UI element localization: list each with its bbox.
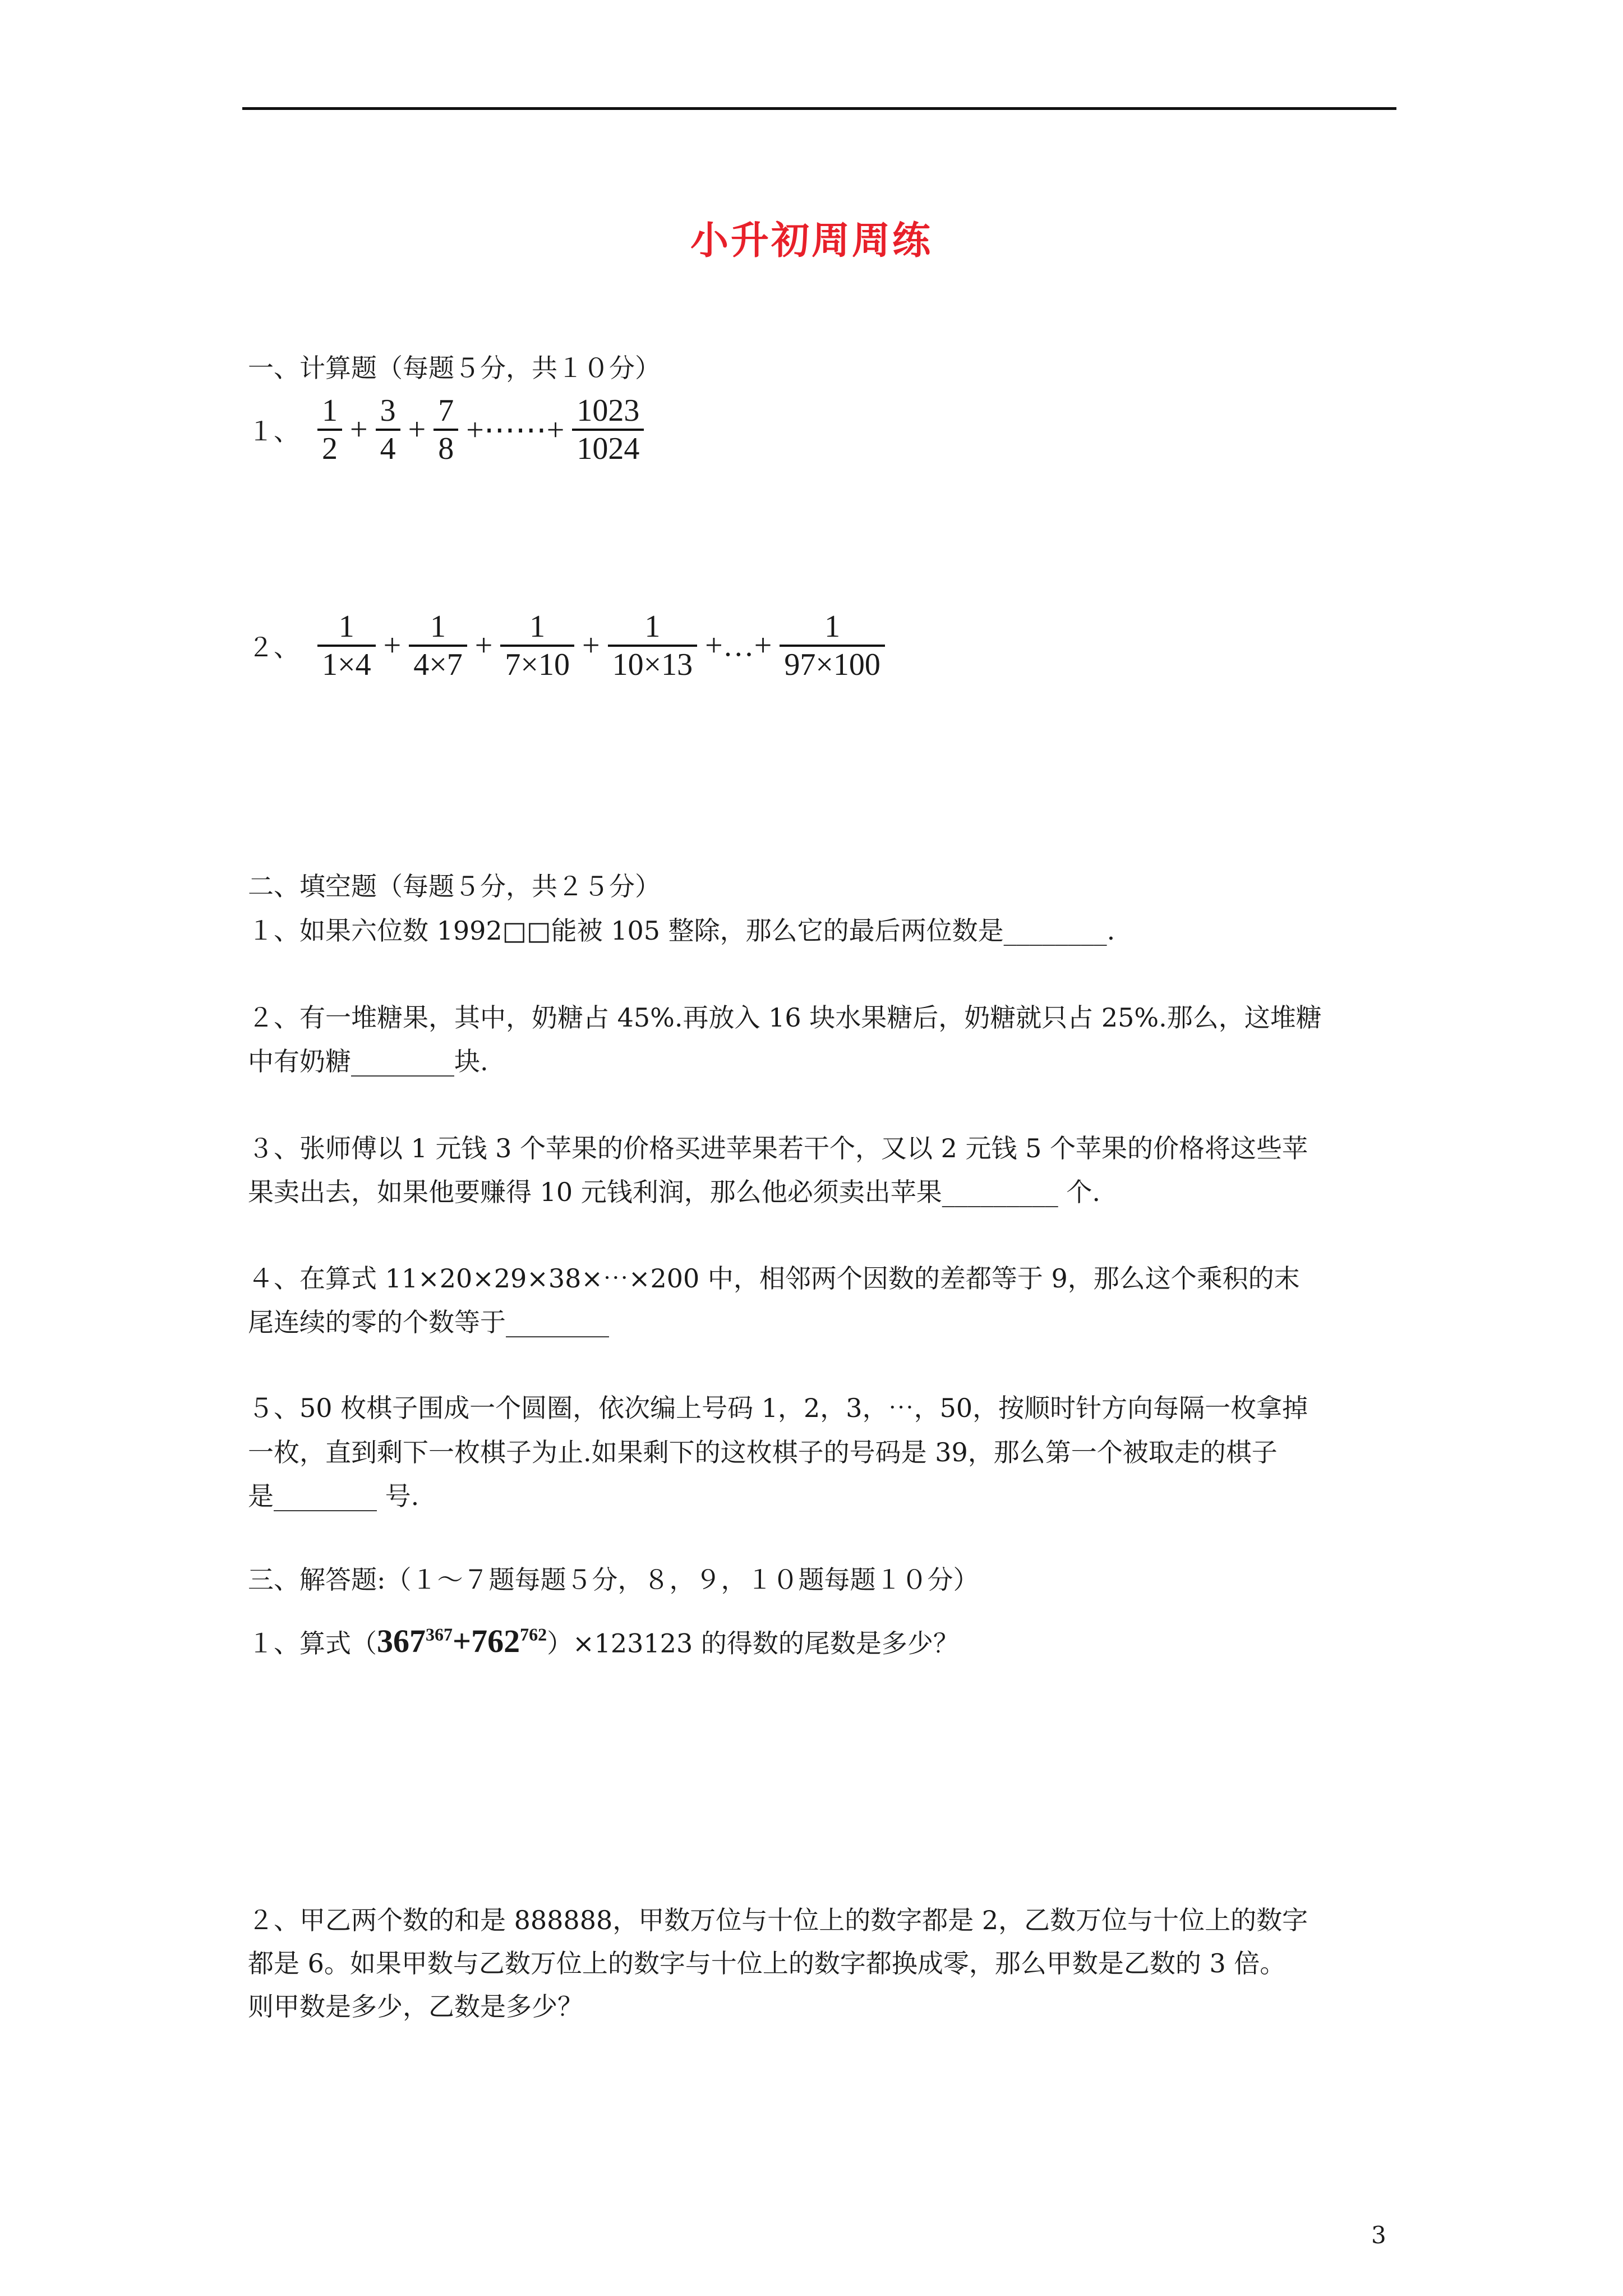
section2-line: １、如果六位数 1992□□能被 105 整除，那么它的最后两位数是________. bbox=[248, 915, 1115, 946]
section3-q2-line: 都是 6。如果甲数与乙数万位上的数字与十位上的数字都换成零，那么甲数是乙数的 3 倍。 bbox=[248, 1948, 1286, 1978]
fraction: $\frac{3}{4}$ bbox=[376, 393, 400, 467]
section2-line: 一枚，直到剩下一枚棋子为止.如果剩下的这枚棋子的号码是 39，那么第一个被取走的棋子 bbox=[248, 1437, 1278, 1467]
section2-line: ４、在算式 11×20×29×38×⋯×200 中，相邻两个因数的差都等于 9，那么这个乘积的末 bbox=[248, 1263, 1300, 1294]
section2-line: ５、50 枚棋子围成一个圆圈，依次编上号码 1，2，3，⋯，50，按顺时针方向每隔一枚拿掉 bbox=[248, 1393, 1308, 1423]
operator: + bbox=[408, 412, 426, 447]
operator: + bbox=[383, 628, 402, 663]
fraction: $\frac{1}{10\times 13}$ bbox=[608, 609, 698, 683]
section3-heading: 三、解答题:（１～７题每题５分，８，９，１０题每题１０分） bbox=[248, 1565, 979, 1595]
fraction: $\frac{1}{1\times 4}$ bbox=[317, 609, 376, 683]
section2-line: 是________ 号. bbox=[248, 1481, 419, 1511]
operator: + bbox=[582, 628, 600, 663]
operator: + bbox=[350, 412, 368, 447]
section1-heading: 一、计算题（每题５分，共１０分） bbox=[248, 353, 661, 383]
fraction: $\frac{1}{4\times 7}$ bbox=[409, 609, 467, 683]
section3-question-1: １、算式$(367^{367}+762^{762})\times 123123$ 的得数的尾数是多少？ bbox=[248, 1623, 959, 1660]
section2-line: 尾连续的零的个数等于________ bbox=[248, 1307, 609, 1337]
section2-line: ２、有一堆糖果，其中，奶糖占 45%.再放入 16 块水果糖后，奶糖就只占 25%.那么，这堆糖 bbox=[248, 1002, 1322, 1033]
page-number: 3 bbox=[1371, 2221, 1386, 2249]
fraction: $\frac{7}{8}$ bbox=[434, 393, 458, 467]
section1-question-1 bbox=[248, 393, 647, 467]
section1-question-2 bbox=[248, 609, 888, 683]
section2-line: ３、张师傅以 1 元钱 3 个苹果的价格买进苹果若干个，又以 2 元钱 5 个苹果的价格将这些苹 bbox=[248, 1133, 1308, 1163]
fraction: $\frac{1}{2}$ bbox=[317, 393, 342, 467]
question-number: ２、 bbox=[248, 632, 299, 662]
question-number: １、 bbox=[248, 416, 299, 447]
fraction: $\frac{1023}{1024}$ bbox=[572, 393, 644, 467]
fraction: $\frac{1}{97\times 100}$ bbox=[780, 609, 885, 683]
expression: $367^{367}+762^{762}$ bbox=[377, 1623, 547, 1660]
section2-heading: 二、填空题（每题５分，共２５分） bbox=[248, 871, 661, 901]
operator: + bbox=[474, 628, 493, 663]
section2-line: 中有奶糖________块. bbox=[248, 1046, 488, 1076]
section2-line: 果卖出去，如果他要赚得 10 元钱利润，那么他必须卖出苹果_________ 个. bbox=[248, 1177, 1101, 1207]
section3-q2-line: 则甲数是多少，乙数是多少？ bbox=[248, 1991, 583, 2022]
fraction: $\frac{1}{7\times 10}$ bbox=[500, 609, 574, 683]
header-rule bbox=[242, 107, 1396, 110]
section3-q2-line: ２、甲乙两个数的和是 888888，甲数万位与十位上的数字都是 2，乙数万位与十位上的数字 bbox=[248, 1905, 1308, 1935]
operator: +⋯⋯+ bbox=[466, 412, 565, 448]
operator: +…+ bbox=[705, 628, 772, 663]
page-title: 小升初周周练 bbox=[690, 218, 933, 263]
